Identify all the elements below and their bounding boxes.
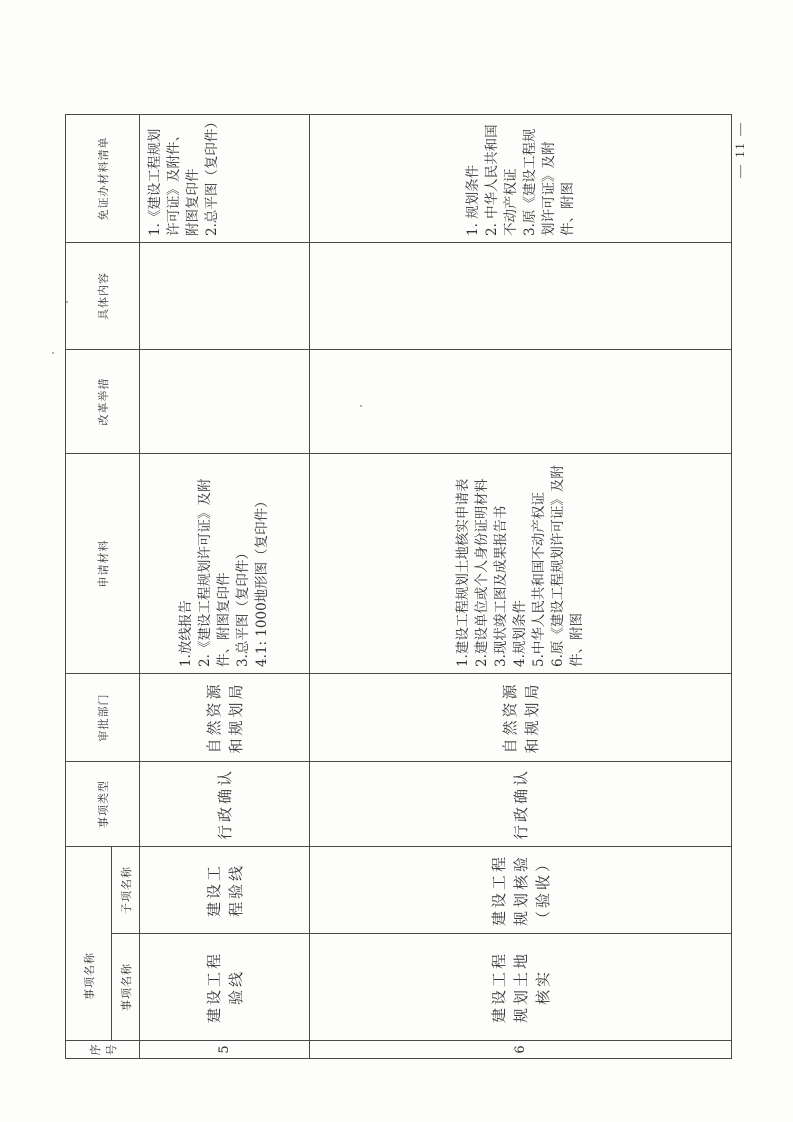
row-sub-item-name-text: 建设工程验线 — [204, 863, 245, 918]
exempt-line: 3.原《建设工程规划许可证》及附件、附图 — [521, 128, 576, 236]
header-row — [66, 115, 112, 1059]
row-seq: 6 — [310, 1041, 732, 1059]
header-content: 具体内容 — [66, 243, 140, 350]
table-row — [140, 115, 310, 1059]
exempt-line: 2.总平图（复印件） — [204, 115, 220, 236]
row-reform — [310, 350, 732, 454]
material-line: 2.《建设工程规划许可证》及附件、附图复印件 — [197, 478, 232, 667]
material-line: 1.放线报告 — [178, 600, 194, 667]
approval-items-table — [65, 114, 732, 1059]
row-materials — [310, 454, 732, 674]
material-line: 6.原《建设工程规划许可证》及附件、附图 — [550, 465, 585, 667]
row-item-type: 行政确认 — [140, 762, 310, 847]
material-line: 3.现状竣工图及成果报告书 — [493, 505, 509, 667]
header-materials: 申请材料 — [66, 454, 140, 674]
header-item-type: 事项类型 — [66, 762, 140, 847]
page-number: — 11 — — [732, 120, 747, 178]
header-item-name-group: 事项名称 — [66, 847, 112, 1041]
row-sub-item-name-text: 建设工程规划核验（验收） — [489, 854, 552, 927]
header-item-name: 事项名称 — [112, 934, 140, 1041]
row-sub-item-name — [310, 847, 732, 934]
header-seq: 序号 — [66, 1041, 140, 1059]
material-line: 4.1: 1000地形图（复印件） — [254, 494, 270, 667]
row-item-name-text: 建设工程规划土地核实 — [489, 951, 552, 1024]
row-item-name — [310, 934, 732, 1041]
row-reform — [140, 350, 310, 454]
material-line: 1.建设工程规划土地核实申请表 — [455, 478, 471, 667]
row-item-name — [140, 934, 310, 1041]
row-exempt-list — [310, 115, 732, 243]
row-dept — [310, 674, 732, 762]
row-dept — [140, 674, 310, 762]
row-content — [140, 243, 310, 350]
exempt-line: 1. 规划条件 — [464, 164, 481, 236]
table-row — [310, 115, 732, 1059]
row-exempt-list — [140, 115, 310, 243]
row-materials — [140, 454, 310, 674]
exempt-line: 2. 中华人民共和国不动产权证 — [483, 124, 519, 236]
header-exempt-list: 免证办材料清单 — [66, 115, 140, 243]
material-line: 3.总平图（复印件） — [235, 546, 251, 667]
row-item-name-text: 建设工程验线 — [204, 951, 245, 1024]
scan-speck — [52, 352, 54, 354]
row-dept-text: 自然资源和规划局 — [500, 681, 541, 754]
material-line: 4.规划条件 — [512, 600, 528, 667]
material-line: 5.中华人民共和国不动产权证 — [531, 492, 547, 667]
row-item-type: 行政确认 — [310, 762, 732, 847]
exempt-line: 1.《建设工程规划许可证》及附件、附图复印件 — [147, 128, 201, 236]
row-content — [310, 243, 732, 350]
material-line: 2.建设单位或个人身份证明材料 — [474, 478, 490, 667]
rotated-table-frame — [65, 115, 731, 1059]
header-dept: 审批部门 — [66, 674, 140, 762]
row-dept-text: 自然资源和规划局 — [204, 681, 245, 754]
row-sub-item-name — [140, 847, 310, 934]
row-seq: 5 — [140, 1041, 310, 1059]
header-reform: 改革举措 — [66, 350, 140, 454]
header-sub-item-name: 子项名称 — [112, 847, 140, 934]
